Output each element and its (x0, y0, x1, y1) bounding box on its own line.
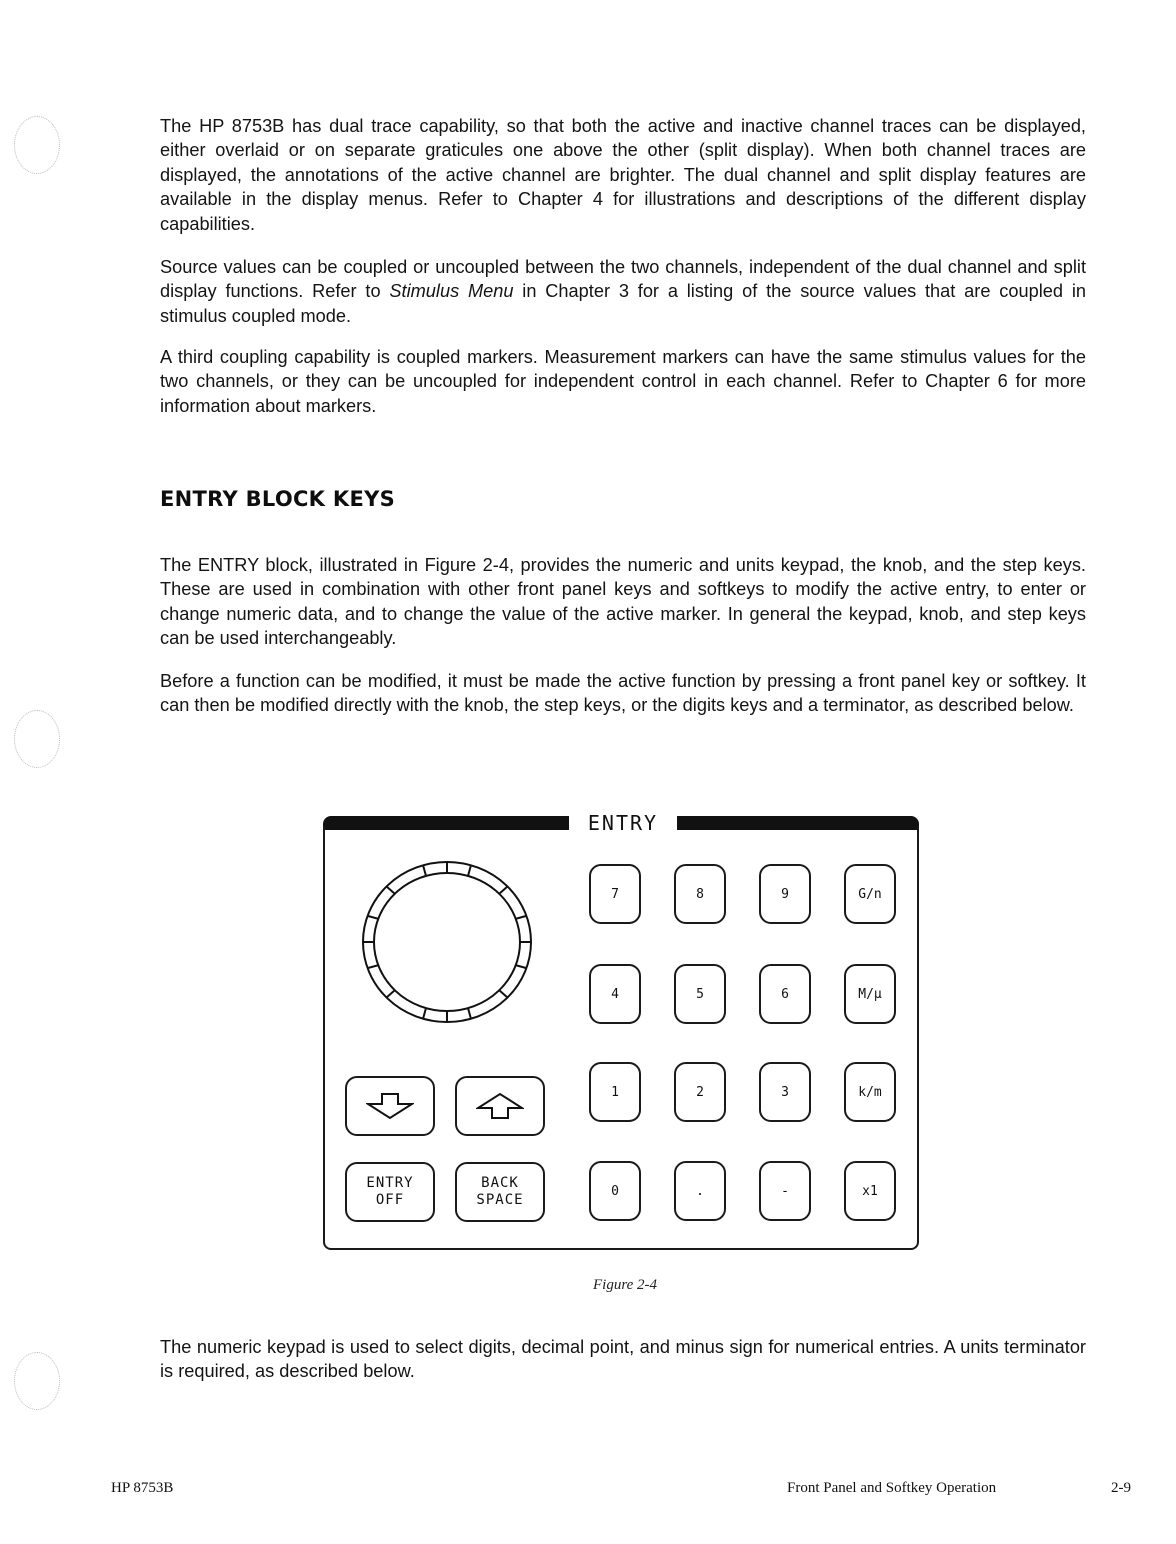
key-decimal-point[interactable]: . (674, 1161, 726, 1221)
stimulus-menu-reference: Stimulus Menu (389, 281, 514, 302)
key-5[interactable]: 5 (674, 964, 726, 1024)
paragraph-active-function: Before a function can be modified, it must be made the active function by pressing a front panel key or softkey. It can then be modified directly with the knob, the step keys, or the digits keys and a terminator, as described below. (160, 671, 1086, 716)
binder-hole (14, 116, 60, 174)
key-8[interactable]: 8 (674, 864, 726, 924)
key-giga-nano[interactable]: G/n (844, 864, 896, 924)
key-6[interactable]: 6 (759, 964, 811, 1024)
key-1[interactable]: 1 (589, 1062, 641, 1122)
rotary-knob-icon[interactable] (359, 858, 535, 1026)
key-4[interactable]: 4 (589, 964, 641, 1024)
paragraph-text: Source values can be coupled or uncoupled between the two channels, independent of the dual channel and split display functions. Refer to (160, 257, 1086, 302)
backspace-key[interactable] (455, 1162, 545, 1222)
step-down-key[interactable] (345, 1076, 435, 1136)
footer-page-number: 2-9 (1111, 1480, 1131, 1496)
key-label: ENTRY (366, 1175, 414, 1191)
arrow-up-icon (476, 1092, 524, 1120)
paragraph-entry-block: The ENTRY block, illustrated in Figure 2-4, provides the numeric and units keypad, the knob, and the step keys. These are used in combination with other front panel keys and softkeys to modify the active entry, to enter or change numeric data, and to change the value of the active marker. In general the keypad, knob, and step keys can be used interchangeably. (160, 555, 1086, 649)
paragraph-dual-trace: The HP 8753B has dual trace capability, so that both the active and inactive channel traces can be displayed, either overlaid or on separate graticules one above the other (split display). When both channel traces are displayed, the annotations of the active channel are brighter. The dual channel and split display features are available in the display menus. Refer to Chapter 4 for illustrations and descriptions of the different display capabilities. (160, 116, 1086, 234)
figure-caption: Figure 2-4 (592, 1277, 657, 1293)
entry-off-key[interactable] (345, 1162, 435, 1222)
footer-section-title: Front Panel and Softkey Operation (787, 1480, 997, 1496)
key-3[interactable]: 3 (759, 1062, 811, 1122)
key-x1[interactable]: x1 (844, 1161, 896, 1221)
key-0[interactable]: 0 (589, 1161, 641, 1221)
footer-model: HP 8753B (111, 1480, 174, 1496)
paragraph-coupled-markers: A third coupling capability is coupled markers. Measurement markers can have the same stimulus values for the two channels, or they can be uncoupled for independent control in each channel. Refer to Chapter 6 for more information about markers. (160, 347, 1086, 416)
key-7[interactable]: 7 (589, 864, 641, 924)
key-label: BACK (481, 1175, 519, 1191)
paragraph-source-coupling (160, 255, 1086, 328)
key-9[interactable]: 9 (759, 864, 811, 924)
binder-hole (14, 1352, 60, 1410)
step-up-key[interactable] (455, 1076, 545, 1136)
key-minus[interactable]: - (759, 1161, 811, 1221)
key-label: SPACE (476, 1192, 524, 1208)
key-kilo-milli[interactable]: k/m (844, 1062, 896, 1122)
key-label: OFF (375, 1192, 405, 1208)
paragraph-numeric-keypad: The numeric keypad is used to select digits, decimal point, and minus sign for numerical entries. A units terminator is required, as described below. (160, 1337, 1086, 1382)
key-2[interactable]: 2 (674, 1062, 726, 1122)
section-heading: ENTRY BLOCK KEYS (160, 487, 396, 511)
binder-hole (14, 710, 60, 768)
key-mega-micro[interactable]: M/μ (844, 964, 896, 1024)
arrow-down-icon (366, 1092, 414, 1120)
entry-panel-title: ENTRY (587, 811, 659, 835)
paragraph-text: in Chapter 3 for a listing of the source values that are coupled in stimulus coupled mode. (160, 281, 1086, 326)
